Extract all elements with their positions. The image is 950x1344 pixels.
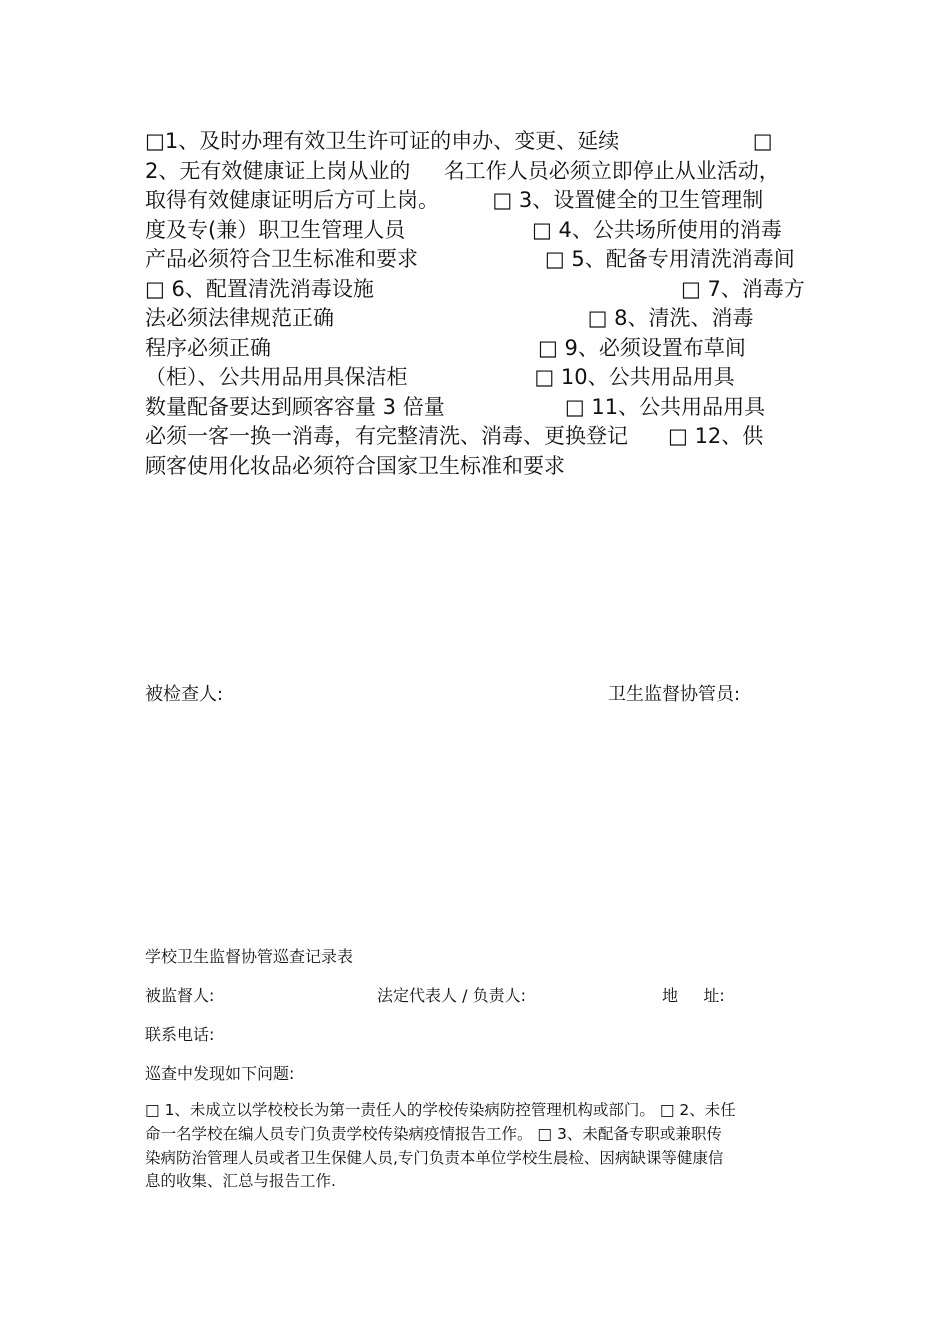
- legal-representative-label: 法定代表人 / 负责人:: [377, 986, 526, 1005]
- phone-label: 联系电话:: [145, 1025, 215, 1044]
- checklist-line: 程序必须正确 □ 9、必须设置布草间: [145, 336, 746, 360]
- checklist-line: （柜）、公共用品用具保洁柜 □ 10、公共用品用具: [145, 365, 735, 389]
- checklist-line: 度及专(兼）职卫生管理人员 □ 4、公共场所使用的消毒: [145, 218, 782, 242]
- checklist-line: □1、及时办理有效卫生许可证的申办、变更、延续 □: [145, 129, 773, 153]
- supervised-person-label: 被监督人:: [145, 986, 215, 1005]
- checklist-line: 数量配备要达到顾客容量 3 倍量 □ 11、公共用品用具: [145, 395, 766, 419]
- form-title: 学校卫生监督协管巡查记录表: [145, 947, 354, 966]
- checklist-line: □ 6、配置清洗消毒设施 □ 7、消毒方: [145, 277, 805, 301]
- checklist-line: 必须一客一换一消毒，有完整清洗、消毒、更换登记 □ 12、供: [145, 424, 764, 448]
- checklist-line: 取得有效健康证明后方可上岗。 □ 3、设置健全的卫生管理制: [145, 188, 764, 212]
- checklist-line: 产品必须符合卫生标准和要求 □ 5、配备专用清洗消毒间: [145, 247, 795, 271]
- checklist-line: 顾客使用化妆品必须符合国家卫生标准和要求: [145, 454, 565, 478]
- checklist-line: 2、无有效健康证上岗从业的 名工作人员必须立即停止从业活动，: [145, 159, 780, 183]
- inspected-person-label: 被检查人:: [145, 684, 224, 705]
- health-supervisor-label: 卫生监督协管员:: [608, 684, 741, 705]
- issue-line: 息的收集、汇总与报告工作.: [145, 1172, 336, 1190]
- issue-line: 染病防治管理人员或者卫生保健人员,专门负责本单位学校生晨检、因病缺课等健康信: [145, 1149, 724, 1167]
- issue-line: □ 1、未成立以学校校长为第一责任人的学校传染病防控管理机构或部门。 □ 2、未任: [145, 1101, 736, 1119]
- findings-label: 巡查中发现如下问题:: [145, 1064, 295, 1083]
- issue-line: 命一名学校在编人员专门负责学校传染病疫情报告工作。 □ 3、未配备专职或兼职传: [145, 1125, 722, 1143]
- address-label: 地 址:: [662, 986, 725, 1005]
- checklist-line: 法必须法律规范正确 □ 8、清洗、消毒: [145, 306, 754, 330]
